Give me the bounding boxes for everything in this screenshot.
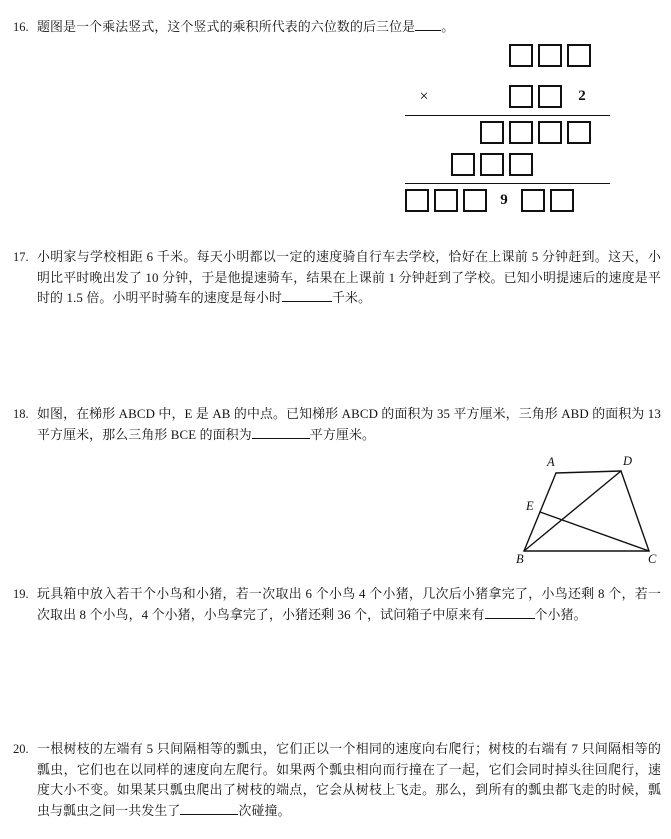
problem-18-text-after-blank: 平方厘米。 xyxy=(309,427,376,442)
segment-AD xyxy=(556,471,621,473)
multiplicand-cell-3[interactable] xyxy=(567,44,591,67)
problem-17-number: 17. xyxy=(13,250,29,264)
problem-16-number: 16. xyxy=(13,20,29,34)
multiplier-cell-2[interactable] xyxy=(538,85,562,108)
problem-16-text xyxy=(37,17,661,38)
partial-product-1-cell-4[interactable] xyxy=(567,121,591,144)
final-product-cell-1[interactable] xyxy=(405,189,429,212)
vertex-label-D: D xyxy=(623,454,633,468)
problem-19-answer-blank[interactable] xyxy=(485,618,535,619)
segment-EC xyxy=(540,512,649,551)
final-product-digit-9: 9 xyxy=(500,192,508,208)
problem-16-text-after-blank: 。 xyxy=(441,20,455,34)
problem-18-text-before-blank: 如图，在梯形 ABCD 中，E 是 AB 的中点。已知梯形 ABCD 的面积为 35 平方厘米，三角形 ABD 的面积为 13 平方厘米，那么三角形 BCE 的面积为 xyxy=(37,407,661,442)
problem-17-text-after-blank: 千米。 xyxy=(332,291,372,305)
problem-18-number: 18. xyxy=(13,407,29,421)
multiplication-vertical-form-figure xyxy=(400,41,662,215)
problem-17-text-before-blank: 小明家与学校相距 6 千米。每天小明都以一定的速度骑自行车去学校，恰好在上课前 5 分钟赶到。这天，小明比平时晚出发了 10 分钟，于是他提速骑车，结果在上课前 1 分钟赶到了学校。已知小明提速后的速度是平时的 1.5 倍。小明平时骑车的速度是每小时 xyxy=(37,250,661,305)
problem-16-answer-blank[interactable] xyxy=(415,30,441,31)
problem-17-answer-blank[interactable] xyxy=(282,301,332,302)
multiplicand-cell-2[interactable] xyxy=(538,44,562,67)
problem-20 xyxy=(13,739,661,821)
problem-17-text xyxy=(37,247,661,309)
vertex-label-B: B xyxy=(516,552,524,566)
problem-20-number: 20. xyxy=(13,742,29,756)
final-product-cell-6[interactable] xyxy=(550,189,574,212)
problem-16 xyxy=(13,17,661,38)
partial-product-2-cell-2[interactable] xyxy=(480,153,504,176)
trapezoid-figure xyxy=(490,455,665,570)
problem-18 xyxy=(13,404,661,445)
partial-product-1-cell-2[interactable] xyxy=(509,121,533,144)
problem-20-answer-blank[interactable] xyxy=(180,814,238,815)
partial-product-2-cell-1[interactable] xyxy=(451,153,475,176)
multiplicand-cell-1[interactable] xyxy=(509,44,533,67)
problem-19-text-before-blank: 玩具箱中放入若干个小鸟和小猪，若一次取出 6 个小鸟 4 个小猪，几次后小猪拿完了，小鸟还剩 8 个，若一次取出 8 个小鸟，4 个小猪，小鸟拿完了，小猪还剩 36 个，试问箱子中原来有 xyxy=(37,587,661,622)
problem-20-text xyxy=(37,739,661,821)
vertex-label-C: C xyxy=(648,552,657,566)
problem-18-text xyxy=(37,404,661,445)
partial-product-1-cell-1[interactable] xyxy=(480,121,504,144)
multiplication-rule-line-1 xyxy=(405,115,610,116)
partial-product-1-cell-3[interactable] xyxy=(538,121,562,144)
problem-19-text xyxy=(37,584,661,625)
multiplier-digit-2: 2 xyxy=(578,88,586,104)
problem-19-number: 19. xyxy=(13,587,29,601)
final-product-cell-5[interactable] xyxy=(521,189,545,212)
problem-18-answer-blank[interactable] xyxy=(252,438,310,439)
problem-17 xyxy=(13,247,661,309)
problem-20-text-before-blank: 一根树枝的左端有 5 只间隔相等的瓢虫，它们正以一个相同的速度向右爬行；树枝的右端有 7 只间隔相等的瓢虫，它们也在以同样的速度向左爬行。如果两个瓢虫相向而行撞在了一起，它们会同时掉头往回爬行，速度大小不变。如果某只瓢虫爬出了树枝的端点，它会从树枝上飞走。那么，到所有的瓢虫都飞走的时候，瓢虫与瓢虫之间一共发生了 xyxy=(37,742,661,818)
problem-19-text-after-blank: 个小猪。 xyxy=(534,607,587,622)
partial-product-2-cell-3[interactable] xyxy=(509,153,533,176)
problem-20-text-after-blank: 次碰撞。 xyxy=(238,803,291,818)
final-product-cell-3[interactable] xyxy=(463,189,487,212)
problem-19 xyxy=(13,584,661,625)
multiplication-rule-line-2 xyxy=(405,183,610,184)
vertex-label-A: A xyxy=(547,455,555,469)
segment-CD xyxy=(621,471,649,551)
multiplication-sign: × xyxy=(419,88,429,105)
final-product-cell-2[interactable] xyxy=(434,189,458,212)
multiplier-cell-1[interactable] xyxy=(509,85,533,108)
problem-16-text-before-blank: 题图是一个乘法竖式，这个竖式的乘积所代表的六位数的后三位是 xyxy=(37,20,416,34)
vertex-label-E: E xyxy=(526,499,534,513)
segment-BD xyxy=(524,471,621,551)
